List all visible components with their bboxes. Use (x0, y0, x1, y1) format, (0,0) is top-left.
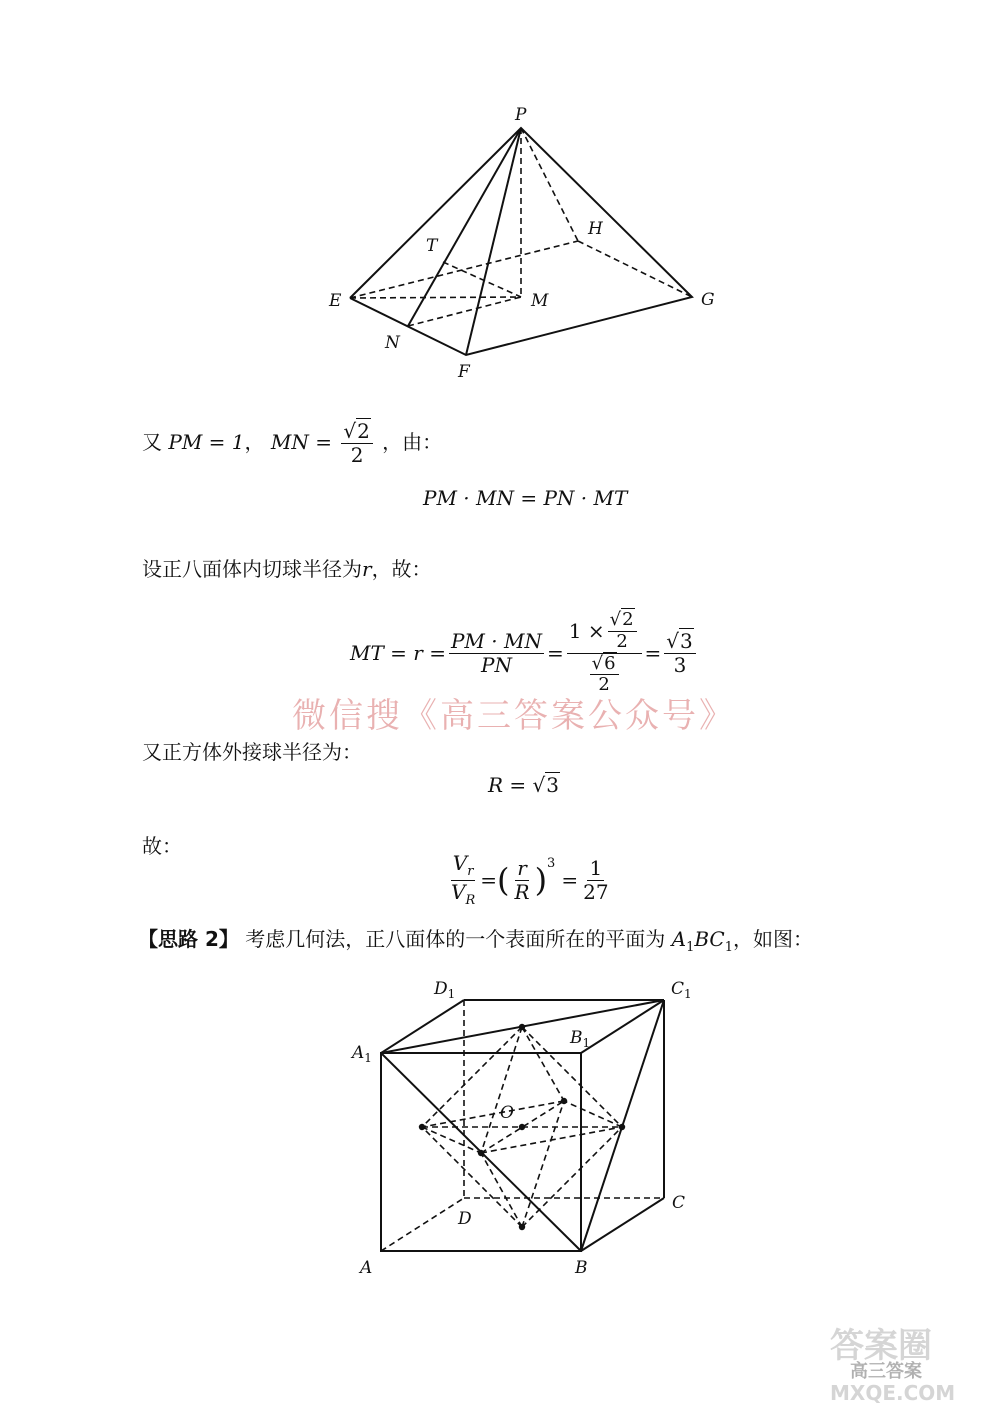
eq2-f1-den: PN (480, 652, 512, 677)
eq4-vr-sub: r (467, 863, 474, 879)
label-B: B (575, 1258, 588, 1278)
label-F: F (458, 362, 470, 382)
label-A1: $A_1$ (352, 1043, 372, 1065)
given-mn: MN = (270, 430, 332, 454)
edge-PH (521, 128, 578, 241)
given-line (142, 420, 442, 467)
eq4-result (581, 857, 610, 904)
eq2-f2-prefix: 1 × (568, 618, 605, 643)
eq4-equals: = (480, 868, 498, 892)
eq2-res-sqrt: 3 (680, 628, 693, 653)
therefore-line: 故： (142, 834, 182, 858)
eq2-equals: = (546, 641, 564, 665)
label-A: A (360, 1258, 373, 1278)
eq2-f2-inner-num: 2 (622, 609, 634, 631)
eq3-lhs: R = (488, 773, 527, 797)
label-H: H (588, 219, 603, 239)
pyramid-figure (310, 100, 730, 390)
eq4-exponent: 3 (547, 856, 556, 871)
eq2-f2-den-den: 2 (598, 674, 610, 696)
label-N: N (385, 333, 400, 353)
eq4-paren-open: ( (497, 861, 510, 899)
circumradius-equation: R = √3 (488, 773, 560, 797)
corner-logo (830, 1318, 990, 1408)
method-bracket-close: 】 (218, 927, 239, 951)
eq4-paren-close: ) (534, 861, 548, 899)
eq2-f1-num: PM · MN (450, 628, 542, 653)
given-mn-fraction: $\frac{√2}{2}$ (341, 420, 372, 467)
edge-BC (581, 1198, 664, 1251)
edge-PF (466, 128, 521, 355)
volume-ratio-equation (446, 850, 614, 910)
eq4-equals-2: = (561, 868, 579, 892)
circumradius-line: 又正方体外接球半径为： (142, 740, 362, 764)
eq4-vR: V (451, 879, 466, 904)
method-label: 思路 2 (158, 927, 219, 951)
eq2-equals-2: = (644, 641, 662, 665)
eq4-vratio (449, 852, 477, 909)
eq2-fraction-1 (449, 630, 544, 677)
watermark-text: 微信搜《高三答案公众号》 (292, 696, 736, 736)
edge-AD (381, 1198, 464, 1251)
eq2-f2-inner-den: 2 (616, 630, 628, 652)
eq2-result: $\frac{√3}{3}$ (664, 630, 695, 677)
method-text: 考虑几何法，正八面体的一个表面所在的平面为 (245, 927, 666, 951)
plane-BC: BC (694, 927, 725, 951)
edge-EH (350, 241, 578, 298)
given-frac-den: 2 (350, 443, 364, 467)
corner-logo-url: MXQE.COM (830, 1381, 956, 1405)
equation-area: PM · MN = PN · MT (423, 486, 628, 510)
corner-logo-title: 答案圈 (830, 1326, 932, 1366)
inradius-var: r (362, 557, 372, 581)
eq2-f2-den-sqrt: 6 (604, 652, 616, 674)
eq4-R: R (514, 879, 530, 904)
label-D1: $D_1$ (434, 979, 456, 1001)
octahedron (419, 1024, 625, 1230)
eq2-res-den: 3 (673, 652, 687, 677)
eq4-vr: V (452, 850, 468, 875)
plane-sub1: 1 (686, 940, 695, 955)
plane-sub2: 1 (724, 940, 733, 955)
eq2-fraction-2: 1 × $\frac{√2}{2}$ $\frac{√6}{2}$ (567, 610, 642, 696)
inradius-equation (350, 608, 699, 698)
label-E: E (329, 291, 342, 311)
edge-HG (578, 241, 692, 297)
inradius-suffix: ，故： (371, 557, 432, 581)
method-2-line (138, 929, 813, 954)
label-C1: $C_1$ (671, 979, 692, 1001)
given-sep: ， (244, 430, 265, 454)
given-pm: PM = 1 (168, 430, 245, 454)
label-D: D (458, 1209, 472, 1229)
corner-logo-subtitle: 高三答案 (850, 1361, 922, 1382)
given-frac-num: 2 (357, 419, 370, 443)
inradius-text: 设正八面体内切球半径为 (142, 557, 362, 581)
inradius-line (142, 559, 432, 579)
label-T: T (426, 236, 438, 256)
label-G: G (701, 290, 715, 310)
label-B1: $B_1$ (570, 1028, 591, 1050)
eq4-res-den: 27 (583, 879, 609, 904)
method-suffix: ，如图： (733, 927, 813, 951)
eq4-rratio (513, 857, 532, 904)
given-suffix: ，由： (382, 430, 443, 454)
eq4-res-num: 1 (589, 855, 603, 880)
label-P: P (515, 105, 527, 125)
given-prefix: 又 (142, 430, 162, 454)
edge-NM (408, 297, 521, 326)
label-C: C (672, 1193, 686, 1213)
label-O: O (500, 1103, 514, 1123)
method-bracket-open: 【 (138, 927, 158, 951)
eq4-r: r (517, 855, 527, 880)
eq2-lhs: MT = r = (350, 641, 446, 665)
cube-octahedron-figure (340, 965, 710, 1285)
label-M: M (531, 291, 549, 311)
eq3-sqrt: 3 (546, 773, 560, 797)
plane-A: A (671, 927, 687, 951)
edge-EM (350, 297, 521, 298)
eq4-vR-sub: R (465, 892, 476, 908)
